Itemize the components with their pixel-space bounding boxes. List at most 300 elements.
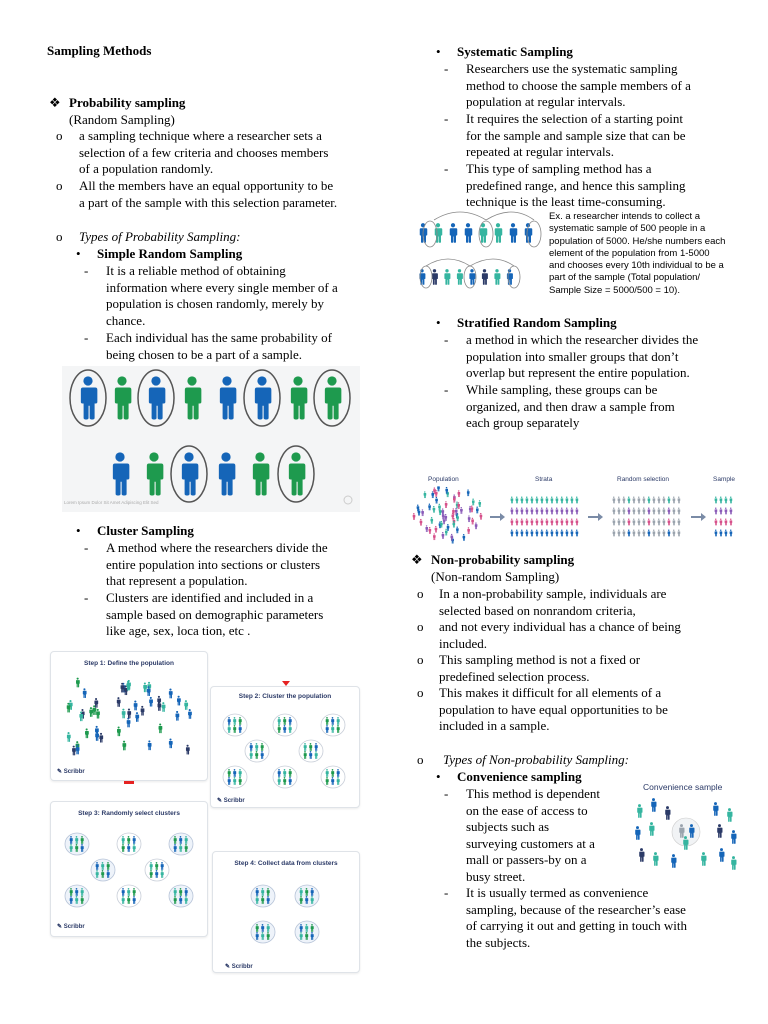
circle-bullet-icon: o (417, 619, 424, 634)
clusters-graphic (213, 703, 357, 795)
person-icon (467, 489, 470, 496)
text-line: organized, and then draw a sample from (466, 398, 675, 414)
person-icon (472, 499, 475, 506)
arrow-icon (691, 513, 706, 521)
person-icon (531, 530, 534, 537)
stratified-figure (408, 486, 738, 548)
person-icon (531, 508, 534, 515)
person-icon (613, 508, 616, 515)
circle-bullet-icon: o (56, 128, 63, 143)
person-icon (668, 519, 671, 526)
person-icon (719, 848, 724, 862)
person-icon (628, 508, 631, 515)
person-icon (571, 530, 574, 537)
person-icon (536, 519, 539, 526)
person-icon (467, 527, 470, 534)
cluster-heading: Cluster Sampling (97, 523, 194, 538)
person-icon (730, 508, 733, 515)
text-line: information where every single member of a (106, 279, 338, 295)
brand-name: Scribbr (231, 964, 253, 970)
person-icon (671, 854, 676, 868)
person-icon (678, 519, 681, 526)
person-icon (546, 530, 549, 537)
person-icon (337, 717, 340, 725)
person-icon (541, 530, 544, 537)
person-icon (475, 522, 478, 529)
nonprob-point-3 (439, 652, 640, 685)
person-icon (283, 777, 286, 785)
person-icon (566, 497, 569, 504)
person-icon (421, 509, 424, 516)
person-icon (658, 508, 661, 515)
person-icon (556, 497, 559, 504)
person-icon (576, 508, 579, 515)
text-line: technique is the least time-consuming. (466, 194, 666, 210)
person-icon (673, 530, 676, 537)
person-icon (315, 751, 318, 759)
person-icon (639, 848, 644, 862)
person-icon (135, 712, 139, 722)
interval-arrow (434, 212, 486, 220)
person-icon (715, 519, 718, 526)
text-line: included in a sample. (439, 718, 550, 734)
text-line: a part of the sample with this selection parameter. (79, 194, 338, 210)
person-icon (430, 517, 433, 524)
cluster-point-2 (106, 590, 323, 640)
person-icon (521, 508, 524, 515)
person-icon (331, 777, 334, 785)
person-icon (623, 508, 626, 515)
step-title: Step 1: Define the population (84, 660, 174, 667)
person-icon (122, 896, 125, 904)
person-icon (458, 490, 461, 497)
text-line: included. (439, 635, 488, 651)
person-icon (127, 888, 130, 896)
person-icon (228, 717, 231, 725)
person-icon (571, 508, 574, 515)
person-icon (133, 896, 136, 904)
person-icon (701, 852, 706, 866)
nonprob-point-2 (439, 619, 681, 652)
text-line: sampling, because of the researcher’s ease (466, 901, 686, 917)
person-icon (658, 519, 661, 526)
person-icon (643, 519, 646, 526)
person-icon (176, 711, 180, 721)
dash-bullet-icon: - (444, 332, 449, 347)
person-icon (278, 717, 281, 725)
person-icon (162, 702, 166, 712)
circle-bullet-icon: o (56, 178, 63, 193)
text-line: busy street. (466, 868, 526, 884)
person-icon (521, 519, 524, 526)
person-icon (143, 682, 147, 692)
text-line: selection of a few criteria and chooses members (79, 144, 329, 160)
person-icon (186, 745, 190, 755)
person-icon (289, 717, 292, 725)
text-line: sample based on demographic parameters (106, 606, 324, 622)
person-icon (678, 508, 681, 515)
person-icon (159, 723, 163, 733)
person-icon (648, 508, 651, 515)
person-icon (571, 519, 574, 526)
person-icon (628, 519, 631, 526)
person-icon (315, 743, 318, 751)
person-icon (546, 508, 549, 515)
round-bullet-icon: • (436, 44, 441, 59)
person-icon (261, 751, 264, 759)
person-icon (526, 508, 529, 515)
person-icon (653, 519, 656, 526)
cluster-step1-panel (50, 651, 208, 781)
person-icon (516, 497, 519, 504)
person-icon (432, 269, 438, 285)
person-icon (668, 497, 671, 504)
person-icon (673, 508, 676, 515)
person-icon (653, 530, 656, 537)
brand-name: Scribbr (63, 924, 85, 930)
person-icon (133, 836, 136, 844)
person-icon (566, 508, 569, 515)
text-line: It is a reliable method of obtaining (106, 263, 286, 278)
person-icon (169, 738, 173, 748)
person-icon (551, 497, 554, 504)
person-icon (628, 497, 631, 504)
person-icon (239, 769, 242, 777)
stratified-point-2 (466, 382, 675, 432)
person-icon (526, 519, 529, 526)
person-icon (541, 497, 544, 504)
person-icon (450, 223, 458, 243)
person-icon (331, 769, 334, 777)
text-line: of carrying it out and getting in touch with (466, 918, 687, 934)
person-icon (651, 798, 656, 812)
person-icon (638, 497, 641, 504)
person-icon (643, 530, 646, 537)
convenience-figure (632, 796, 740, 876)
text-line: It requires the selection of a starting point (466, 111, 683, 126)
person-icon (169, 689, 173, 699)
person-icon (133, 844, 136, 852)
person-icon (122, 709, 126, 719)
person-icon (228, 777, 231, 785)
person-icon (309, 751, 312, 759)
person-icon (482, 269, 488, 285)
person-icon (161, 862, 164, 870)
person-icon (623, 497, 626, 504)
selected-clusters-graphic (55, 824, 203, 920)
nonprob-point-4 (439, 685, 668, 735)
text-line: This method is dependent (466, 786, 600, 801)
simple-random-figure (62, 366, 360, 512)
interval-arrow (470, 259, 514, 266)
person-icon (83, 688, 87, 698)
person-icon (576, 530, 579, 537)
person-icon (337, 769, 340, 777)
person-icon (76, 678, 80, 688)
person-icon (413, 513, 416, 520)
dash-bullet-icon: - (444, 161, 449, 176)
diamond-bullet-icon: ❖ (411, 552, 423, 567)
person-icon (623, 519, 626, 526)
person-icon (635, 826, 640, 840)
person-icon (122, 741, 126, 751)
text-line: A method where the researchers divide the (106, 540, 328, 555)
person-icon (72, 746, 76, 756)
person-icon (521, 497, 524, 504)
person-icon (653, 852, 658, 866)
person-icon (444, 269, 450, 285)
person-icon (117, 697, 121, 707)
person-icon (720, 519, 723, 526)
person-icon (730, 530, 733, 537)
person-icon (228, 769, 231, 777)
person-icon (326, 769, 329, 777)
text-line: that represent a population. (106, 573, 248, 589)
person-icon (161, 870, 164, 878)
person-icon (239, 777, 242, 785)
text-line: population into smaller groups that don’t (466, 348, 679, 364)
person-icon (478, 500, 481, 507)
person-icon (283, 769, 286, 777)
text-line: repeated at regular intervals. (466, 144, 614, 160)
figure-label-random-selection: Random selection (617, 476, 670, 483)
person-icon (526, 497, 529, 504)
person-icon (551, 519, 554, 526)
person-icon (511, 519, 514, 526)
person-icon (471, 518, 474, 525)
probability-subheading: (Random Sampling) (69, 112, 175, 127)
person-icon (638, 508, 641, 515)
nonprob-point-1 (439, 586, 666, 619)
person-icon (730, 519, 733, 526)
person-icon (304, 743, 307, 751)
person-icon (445, 501, 448, 508)
nonprob-heading: Non-probability sampling (431, 552, 575, 567)
person-icon (127, 836, 130, 844)
nonprob-subheading: (Non-random Sampling) (431, 569, 560, 584)
text-line: a sampling technique where a researcher sets a (79, 128, 322, 143)
person-icon (278, 725, 281, 733)
text-line: This makes it difficult for all elements of a (439, 685, 662, 700)
person-icon (99, 733, 103, 743)
person-icon (658, 530, 661, 537)
person-icon (326, 777, 329, 785)
person-icon (326, 717, 329, 725)
systematic-point-3 (466, 161, 685, 211)
person-icon (638, 519, 641, 526)
text-line: subjects such as (466, 819, 550, 835)
person-icon (521, 530, 524, 537)
person-icon (678, 497, 681, 504)
person-icon (715, 508, 718, 515)
person-icon (618, 530, 621, 537)
brand-name: Scribbr (63, 769, 85, 775)
circle-bullet-icon: o (417, 685, 424, 700)
person-icon (127, 896, 130, 904)
person-icon (613, 530, 616, 537)
person-icon (429, 527, 432, 534)
cluster-point-1 (106, 540, 328, 590)
person-icon (731, 856, 736, 870)
person-icon (304, 751, 307, 759)
probability-types-label: Types of Probability Sampling: (79, 229, 241, 244)
person-icon (435, 526, 438, 533)
text-line: mall or passers-by on a (466, 852, 587, 868)
figure-label-population: Population (428, 476, 459, 483)
text-line: predefined range, and hence this sampling (466, 177, 686, 193)
scribbr-logo: ✎ Scribbr (57, 769, 85, 775)
text-line: All the members have an equal opportunity to be (79, 178, 334, 193)
round-bullet-icon: • (436, 315, 441, 330)
circle-bullet-icon: o (417, 752, 424, 767)
convenience-point-2 (466, 885, 687, 951)
person-icon (561, 519, 564, 526)
simple-random-heading: Simple Random Sampling (97, 246, 243, 261)
text-line: entire population into sections or clusters (106, 556, 321, 572)
person-icon (566, 530, 569, 537)
text-line: population at regular intervals. (466, 94, 626, 110)
person-icon (566, 519, 569, 526)
person-icon (649, 822, 654, 836)
person-icon (177, 696, 181, 706)
text-line: selected based on nonrandom criteria, (439, 602, 636, 618)
person-icon (150, 870, 153, 878)
person-icon (720, 508, 723, 515)
person-icon (653, 497, 656, 504)
person-icon (668, 508, 671, 515)
dash-bullet-icon: - (444, 111, 449, 126)
person-icon (511, 530, 514, 537)
person-icon (623, 530, 626, 537)
person-icon (122, 844, 125, 852)
person-icon (648, 530, 651, 537)
person-icon (510, 223, 518, 243)
person-icon (424, 491, 427, 498)
person-icon (511, 508, 514, 515)
circle-bullet-icon: o (417, 652, 424, 667)
probability-point-2 (79, 178, 337, 211)
person-icon (468, 515, 471, 522)
person-icon (541, 519, 544, 526)
person-icon (239, 725, 242, 733)
person-icon (730, 497, 733, 504)
person-icon (155, 862, 158, 870)
step-title: Step 4: Collect data from clusters (234, 860, 338, 867)
systematic-point-2 (466, 111, 685, 161)
person-icon (442, 532, 445, 539)
person-icon (648, 519, 651, 526)
person-icon (331, 725, 334, 733)
text-line: In a non-probability sample, individuals are (439, 586, 667, 601)
person-icon (127, 844, 130, 852)
round-bullet-icon: • (76, 246, 81, 261)
text-line: being chosen to be a part of a sample. (106, 346, 303, 362)
text-line: and not every individual has a chance of being (439, 619, 681, 634)
text-line: It is usually termed as convenience (466, 885, 649, 900)
person-icon (536, 530, 539, 537)
person-icon (495, 223, 503, 243)
person-icon (141, 706, 145, 716)
person-icon (673, 519, 676, 526)
person-icon (613, 519, 616, 526)
person-icon (536, 508, 539, 515)
text-line: This type of sampling method has a (466, 161, 652, 176)
text-line: chance. (106, 312, 146, 328)
person-icon (653, 508, 656, 515)
person-icon (435, 497, 438, 504)
person-icon (576, 497, 579, 504)
person-icon (561, 530, 564, 537)
person-icon (720, 530, 723, 537)
text-line: and chooses every 10th individual to be a (549, 260, 724, 272)
systematic-example (549, 211, 725, 297)
figure-label-strata: Strata (535, 476, 553, 483)
text-line: part of the sample (Total population/ (549, 272, 701, 284)
person-icon (457, 269, 463, 285)
person-icon (668, 530, 671, 537)
person-icon (663, 519, 666, 526)
person-icon (720, 497, 723, 504)
stratified-heading: Stratified Random Sampling (457, 315, 617, 330)
person-icon (658, 497, 661, 504)
person-icon (133, 888, 136, 896)
convenience-point-1 (466, 786, 600, 886)
person-icon (428, 503, 431, 510)
person-icon (233, 717, 236, 725)
person-icon (516, 508, 519, 515)
person-icon (633, 508, 636, 515)
person-icon (725, 530, 728, 537)
person-icon (447, 524, 450, 531)
person-icon (731, 830, 736, 844)
person-icon (155, 870, 158, 878)
person-icon (233, 769, 236, 777)
person-icon (673, 497, 676, 504)
person-icon (337, 777, 340, 785)
diamond-bullet-icon: ❖ (49, 95, 61, 110)
person-icon (618, 497, 621, 504)
person-icon (149, 697, 153, 707)
person-icon (613, 497, 616, 504)
person-icon (725, 519, 728, 526)
person-icon (127, 718, 131, 728)
person-icon (278, 769, 281, 777)
probability-point-1 (79, 128, 328, 178)
text-line: Each individual has the same probability of (106, 330, 332, 345)
person-icon (127, 709, 131, 719)
person-icon (546, 519, 549, 526)
interval-arrow (486, 212, 534, 220)
person-icon (556, 508, 559, 515)
person-icon (437, 486, 440, 491)
person-icon (431, 491, 434, 498)
collected-clusters-graphic (235, 880, 335, 954)
dash-bullet-icon: - (84, 590, 89, 605)
person-icon (337, 725, 340, 733)
person-icon (85, 728, 89, 738)
person-icon (727, 808, 732, 822)
person-icon (255, 743, 258, 751)
person-icon (516, 519, 519, 526)
person-icon (480, 223, 488, 243)
person-icon (556, 519, 559, 526)
dash-bullet-icon: - (444, 786, 449, 801)
person-icon (511, 497, 514, 504)
person-icon (628, 530, 631, 537)
person-icon (715, 530, 718, 537)
step-title: Step 3: Randomly select clusters (78, 810, 180, 817)
scribbr-logo: ✎ Scribbr (57, 924, 85, 930)
